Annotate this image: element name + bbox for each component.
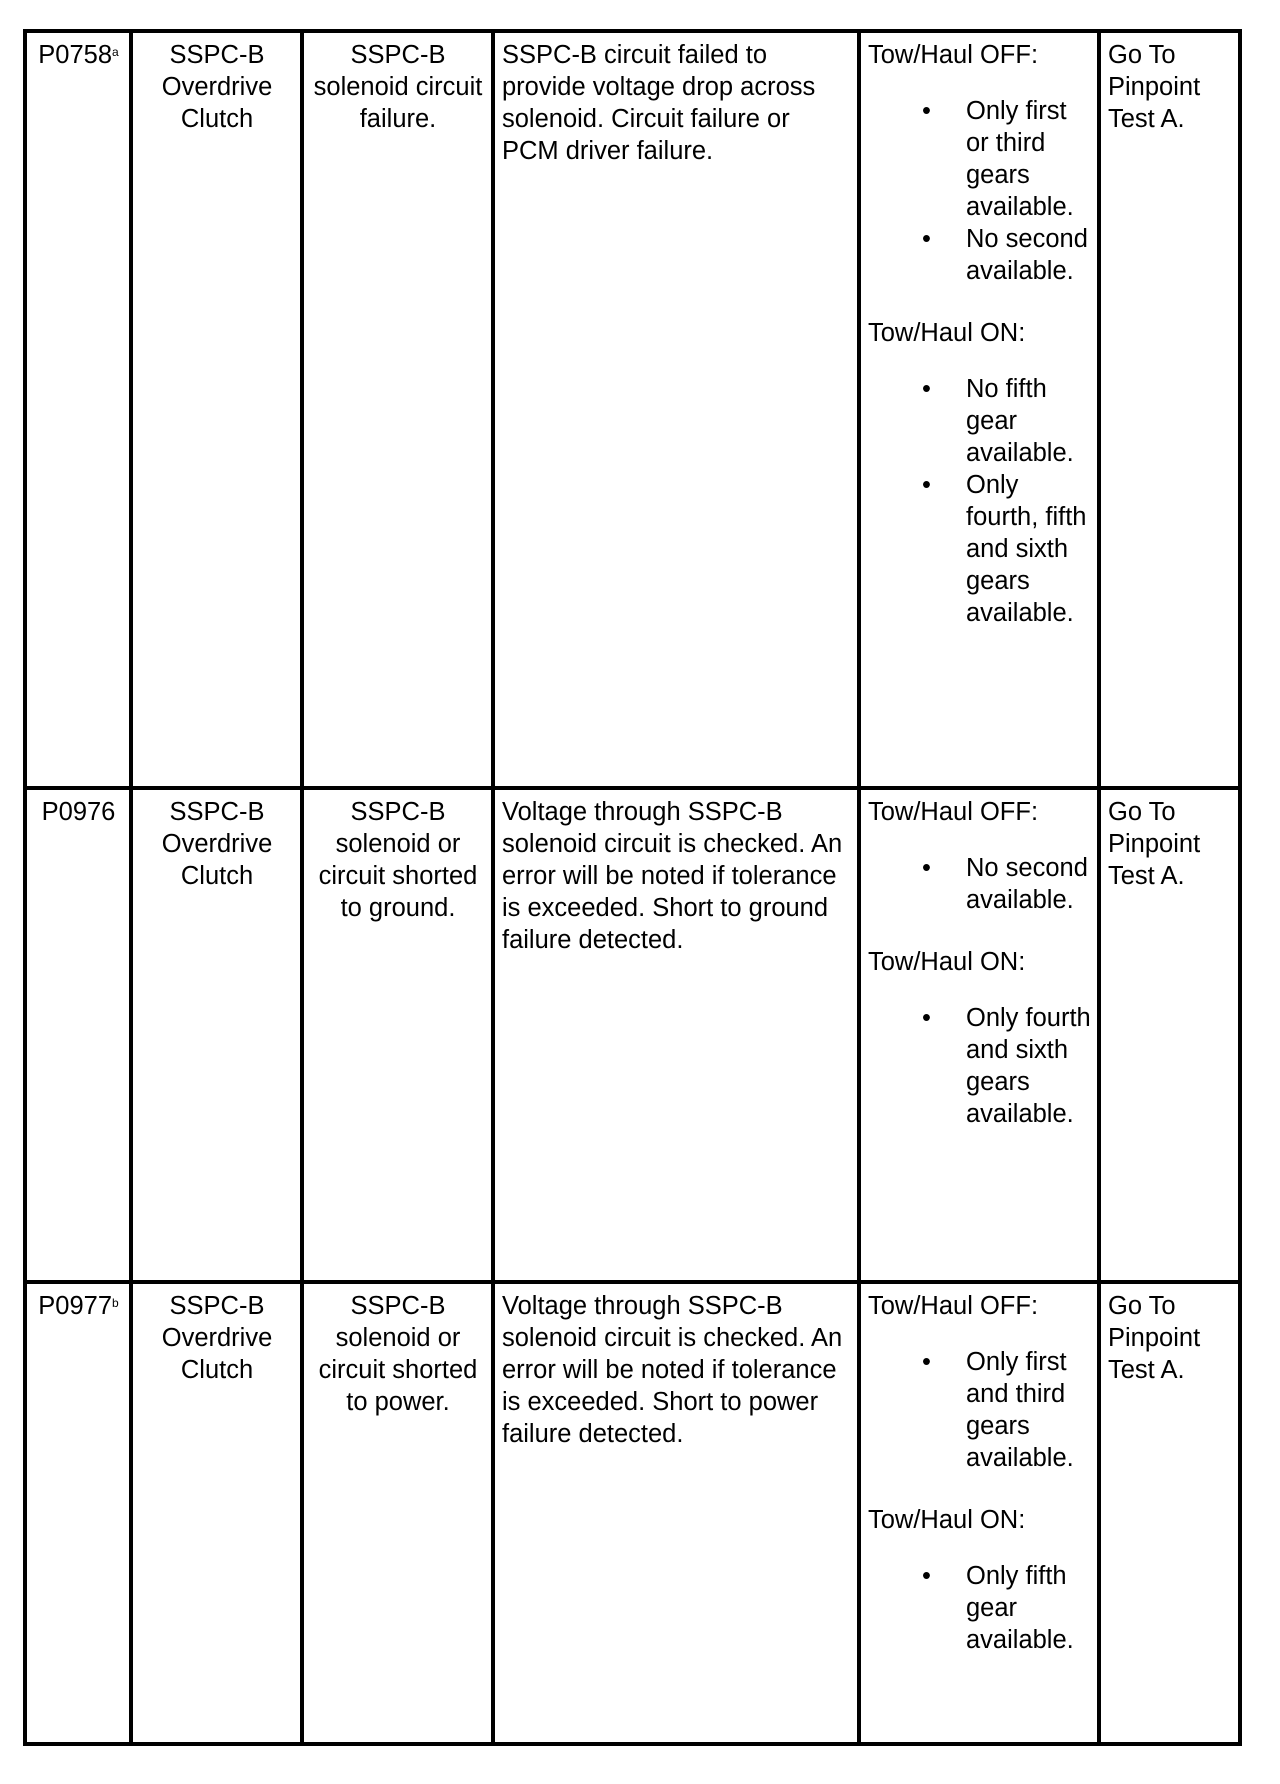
symptom-text: Only first and third gears available. (966, 1348, 1074, 1472)
symptom-list (868, 852, 1091, 916)
list-item (922, 1560, 1091, 1656)
condition-cell (493, 788, 859, 1282)
condition-cell (493, 1282, 859, 1744)
description-cell (302, 788, 493, 1282)
symptoms-cell (859, 31, 1099, 788)
symptom-heading: Tow/Haul ON: (868, 319, 1026, 347)
symptom-list (868, 373, 1091, 629)
description-cell (302, 1282, 493, 1744)
bullet-icon: • (922, 375, 931, 403)
list-item (922, 852, 1091, 916)
symptom-text: No fifth gear available. (966, 375, 1074, 467)
component: SSPC-B Overdrive Clutch (161, 41, 273, 133)
symptom-text: No second available. (966, 225, 1088, 285)
table-row (25, 31, 1240, 788)
symptom-heading: Tow/Haul OFF: (868, 41, 1039, 69)
component-cell (131, 788, 302, 1282)
symptom-list (868, 1346, 1091, 1474)
symptom-text: No second available. (966, 854, 1088, 914)
bullet-icon: • (922, 1348, 931, 1376)
symptoms-cell (859, 1282, 1099, 1744)
symptom-text: Only fourth and sixth gears available. (966, 1004, 1091, 1128)
dtc-footnote: a (112, 44, 119, 59)
symptom-list (868, 1560, 1091, 1656)
symptom-heading: Tow/Haul ON: (868, 948, 1026, 976)
condition: SSPC-B circuit failed to provide voltage drop across solenoid. Circuit failure or PCM driver failure. (502, 41, 816, 165)
bullet-icon: • (922, 97, 931, 125)
symptom-list (868, 95, 1091, 287)
table-row (25, 1282, 1240, 1744)
action-cell (1099, 1282, 1240, 1744)
bullet-icon: • (922, 1004, 931, 1032)
symptom-text: Only fourth, fifth and sixth gears available. (966, 471, 1087, 627)
component-cell (131, 31, 302, 788)
bullet-icon: • (922, 471, 931, 499)
list-item (922, 1002, 1091, 1130)
symptom-heading: Tow/Haul OFF: (868, 798, 1039, 826)
condition-cell (493, 31, 859, 788)
list-item (922, 1346, 1091, 1474)
action: Go To Pinpoint Test A. (1108, 1292, 1201, 1384)
component-cell (131, 1282, 302, 1744)
symptom-heading: Tow/Haul ON: (868, 1506, 1026, 1534)
description: SSPC-B solenoid or circuit shorted to power. (318, 1292, 478, 1416)
symptom-heading: Tow/Haul OFF: (868, 1292, 1039, 1320)
dtc-code-cell (25, 31, 131, 788)
component: SSPC-B Overdrive Clutch (161, 1292, 273, 1384)
condition: Voltage through SSPC-B solenoid circuit is checked. An error will be noted if tolerance is exceeded. Short to power failure detected. (502, 1292, 843, 1448)
list-item (922, 223, 1091, 287)
dtc-code: P0976 (41, 798, 116, 826)
description-cell (302, 31, 493, 788)
symptom-list (868, 1002, 1091, 1130)
dtc-code: P0977 (38, 1292, 113, 1320)
dtc-footnote: b (112, 1295, 119, 1310)
action-cell (1099, 31, 1240, 788)
dtc-code-cell (25, 1282, 131, 1744)
action: Go To Pinpoint Test A. (1108, 798, 1201, 890)
symptoms-cell (859, 788, 1099, 1282)
bullet-icon: • (922, 854, 931, 882)
dtc-code: P0758 (38, 41, 113, 69)
description: SSPC-B solenoid circuit failure. (313, 41, 483, 133)
symptom-text: Only fifth gear available. (966, 1562, 1074, 1654)
bullet-icon: • (922, 225, 931, 253)
list-item (922, 95, 1091, 223)
list-item (922, 469, 1091, 629)
action: Go To Pinpoint Test A. (1108, 41, 1201, 133)
action-cell (1099, 788, 1240, 1282)
component: SSPC-B Overdrive Clutch (161, 798, 273, 890)
symptom-text: Only first or third gears available. (966, 97, 1074, 221)
dtc-table-body (25, 31, 1240, 1744)
table-row (25, 788, 1240, 1282)
dtc-code-cell (25, 788, 131, 1282)
description: SSPC-B solenoid or circuit shorted to ground. (318, 798, 478, 922)
condition: Voltage through SSPC-B solenoid circuit is checked. An error will be noted if tolerance is exceeded. Short to ground failure detected. (502, 798, 843, 954)
bullet-icon: • (922, 1562, 931, 1590)
dtc-table (23, 29, 1242, 1746)
list-item (922, 373, 1091, 469)
